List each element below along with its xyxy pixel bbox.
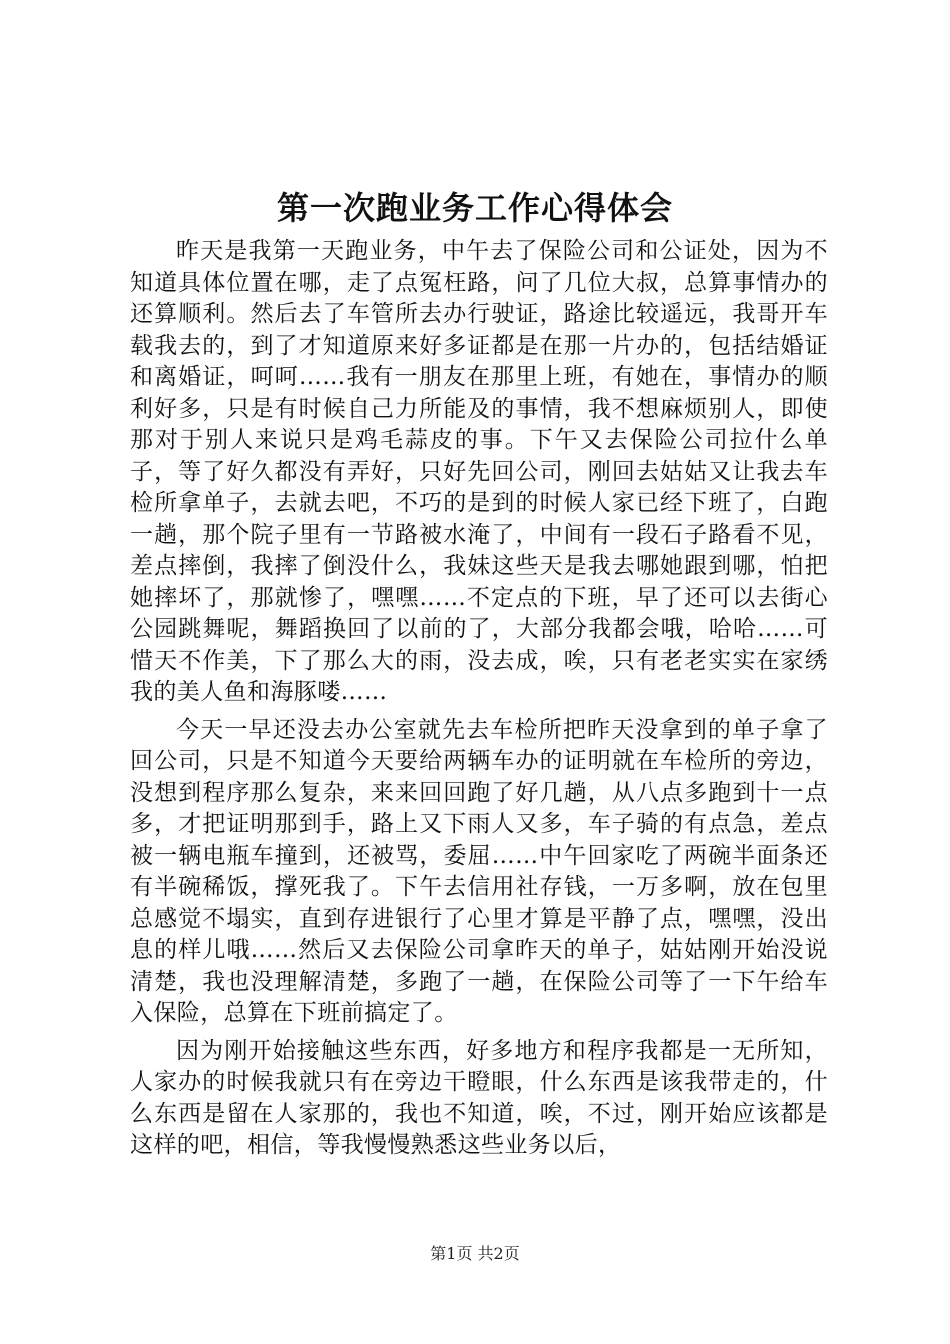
document-body [130,236,828,1168]
paragraph-2: 今天一早还没去办公室就先去车检所把昨天没拿到的单子拿了回公司，只是不知道今天要给两辆车办的证明就在车检所的旁边，没想到程序那么复杂，来来回回跑了好几趟，从八点多跑到十一点多，才把证明那到手，路上又下雨人又多，车子骑的有点急，差点被一辆电瓶车撞到，还被骂，委屈……中午回家吃了两碗半面条还有半碗稀饭，撑死我了。下午去信用社存钱，一万多啊，放在包里总感觉不塌实，直到存进银行了心里才算是平静了点，嘿嘿，没出息的样儿哦……然后又去保险公司拿昨天的单子，姑姑刚开始没说清楚，我也没理解清楚，多跑了一趟，在保险公司等了一下午给车入保险，总算在下班前搞定了。 [130,716,828,1026]
page-footer: 第1页 共2页 [430,1244,520,1263]
paragraph-1: 昨天是我第一天跑业务，中午去了保险公司和公证处，因为不知道具体位置在哪，走了点冤枉路，问了几位大叔，总算事情办的还算顺利。然后去了车管所去办行驶证，路途比较遥远，我哥开车载我去的，到了才知道原来好多证都是在那一片办的，包括结婚证和离婚证，呵呵……我有一朋友在那里上班，有她在，事情办的顺利好多，只是有时候自己力所能及的事情，我不想麻烦别人，即使那对于别人来说只是鸡毛蒜皮的事。下午又去保险公司拉什么单子，等了好久都没有弄好，只好先回公司，刚回去姑姑又让我去车检所拿单子，去就去吧，不巧的是到的时候人家已经下班了，白跑一趟，那个院子里有一节路被水淹了，中间有一段石子路看不见，差点摔倒，我摔了倒没什么，我妹这些天是我去哪她跟到哪，怕把她摔坏了，那就惨了，嘿嘿……不定点的下班，早了还可以去街心公园跳舞呢，舞蹈换回了以前的了，大部分我都会哦，哈哈……可惜天不作美，下了那么大的雨，没去成，唉，只有老老实实在家绣我的美人鱼和海豚喽…… [130,238,828,705]
paragraph-3: 因为刚开始接触这些东西，好多地方和程序我都是一无所知，人家办的时候我就只有在旁边干瞪眼，什么东西是该我带走的，什么东西是留在人家那的，我也不知道，唉，不过，刚开始应该都是这样的吧，相信，等我慢慢熟悉这些业务以后， [130,1037,828,1158]
document-title: 第一次跑业务工作心得体会 [276,189,673,227]
